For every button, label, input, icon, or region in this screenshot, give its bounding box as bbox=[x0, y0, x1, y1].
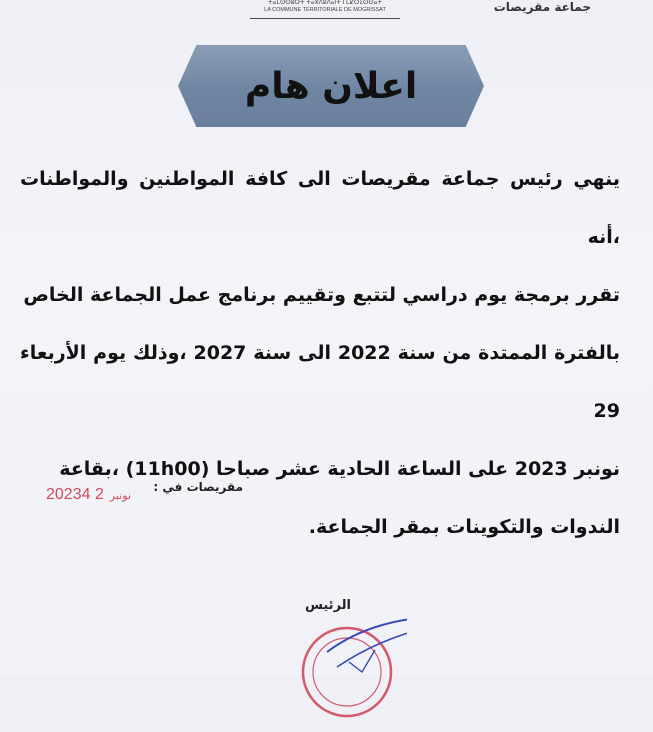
signatory-title: الرئيس bbox=[305, 598, 351, 613]
body-line: بالفترة الممتدة من سنة 2022 الى سنة 2027 ،وذلك يوم الأربعاء 29 bbox=[20, 342, 620, 422]
stamp-month: نونبر bbox=[109, 490, 132, 502]
date-stamp bbox=[46, 486, 137, 504]
emblem-french-text: LA COMMUNE TERRITORIALE DE MOGRISSAT bbox=[264, 7, 386, 13]
body-line: نونبر 2023 على الساعة الحادية عشر صباحا (11h00) ،بقاعة bbox=[59, 458, 620, 480]
body-line: ينهي رئيس جماعة مقريصات الى كافة المواطنين والمواطنات ،أنه bbox=[20, 168, 620, 248]
stamp-year: 2023 bbox=[46, 486, 82, 503]
stamp-day: 2 4 bbox=[81, 486, 104, 503]
commune-emblem-header bbox=[250, 0, 400, 19]
place-label: مقريصات في : bbox=[153, 480, 243, 494]
commune-name: جماعة مقريصات bbox=[493, 0, 591, 14]
emblem-tifinagh-text: ⵜⴰⵎⵙⵙⵓⵔⵜ ⵜⴰⴳⴷⵓⴷⴰⵏⵜ ⵏ ⵎⵇⵔⵉⵙⵙⴰⵜ bbox=[267, 0, 383, 6]
official-seal-icon bbox=[287, 612, 407, 732]
body-line: تقرر برمجة يوم دراسي لتتبع وتقييم برنامج عمل الجماعة الخاص bbox=[23, 284, 620, 306]
body-line: الندوات والتكوينات بمقر الجماعة. bbox=[308, 516, 620, 538]
announcement-title: اعلان هام bbox=[244, 65, 418, 107]
